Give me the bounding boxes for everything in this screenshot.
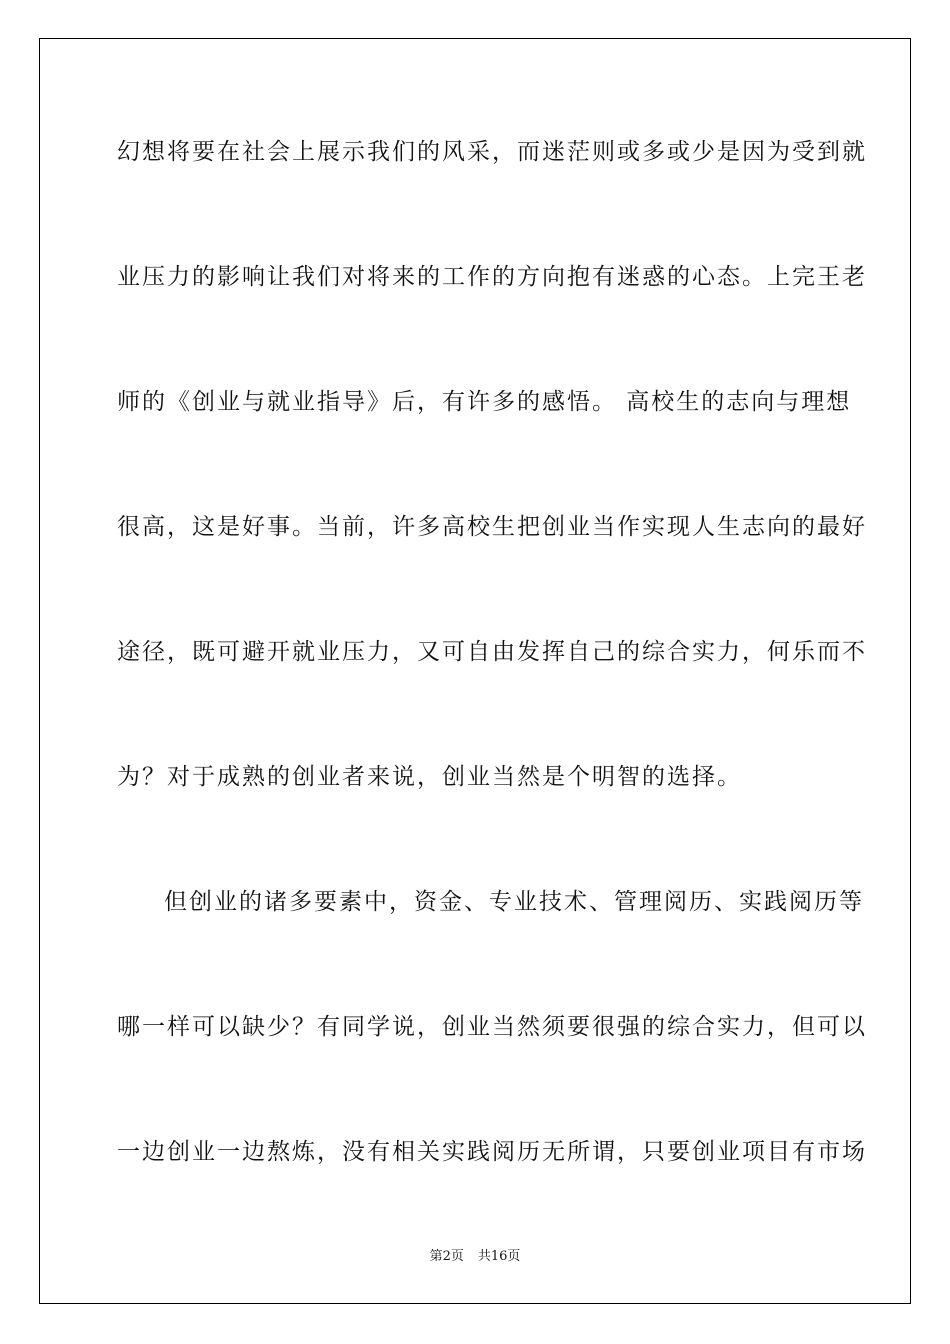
text-line: 为？对于成熟的创业者来说，创业当然是个明智的选择。	[117, 764, 742, 790]
text-line: 一边创业一边熬炼，没有相关实践阅历无所谓，只要创业项目有市场	[117, 1139, 867, 1165]
text-line: 师的《创业与就业指导》后，有许多的感悟。 高校生的志向与理想	[117, 389, 852, 415]
text-line: 很高，这是好事。当前，许多高校生把创业当作实现人生志向的最好	[117, 514, 867, 540]
page-border	[39, 38, 911, 1304]
current-page-label: 第2页	[429, 1249, 464, 1264]
total-pages-label: 共16页	[477, 1249, 521, 1264]
paragraph-first-line: 但创业的诸多要素中，资金、专业技术、管理阅历、实践阅历等	[164, 889, 864, 915]
text-line: 业压力的影响让我们对将来的工作的方向抱有迷惑的心态。上完王老	[117, 264, 867, 290]
text-line: 途径，既可避开就业压力，又可自由发挥自己的综合实力，何乐而不	[117, 639, 867, 665]
page-footer	[0, 1248, 950, 1266]
text-line: 哪一样可以缺少？有同学说，创业当然须要很强的综合实力，但可以	[117, 1014, 867, 1040]
text-line: 幻想将要在社会上展示我们的风采，而迷茫则或多或少是因为受到就	[117, 139, 867, 165]
